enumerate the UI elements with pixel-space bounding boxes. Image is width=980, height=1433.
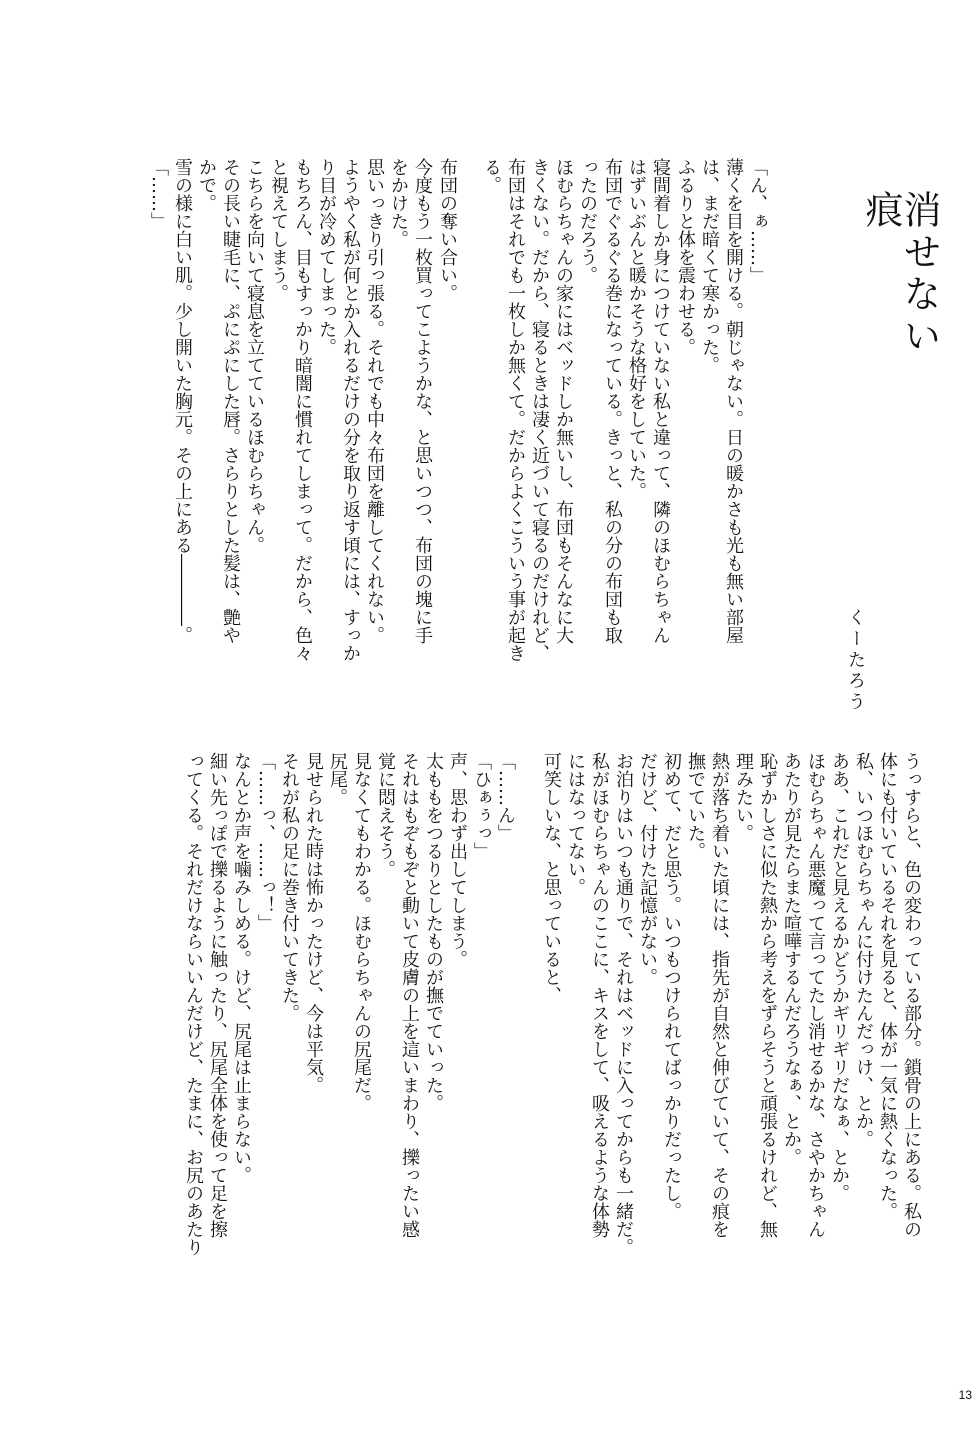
text-line: と視えてしまう。 [268, 158, 289, 302]
text-line: 見せられた時は怖かったけど、今は平気。 [303, 752, 324, 1094]
text-line: はずいぶんと暖かそうな格好をしていた。 [626, 158, 647, 500]
text-line: にはなってない。 [565, 752, 586, 896]
text-line: ようやく私が何とか入れるだけの分を取り返す頃には、すっか [340, 158, 361, 662]
text-line: こちらを向いて寝息を立てているほむらちゃん。 [244, 158, 265, 554]
text-line: きくない。だから、寝るときは凄く近づいて寝るのだけれど、 [529, 158, 550, 662]
text-line: 寝間着しか身につけていない私と違って、隣のほむらちゃん [650, 158, 671, 644]
text-line: 薄くを目を開ける。朝じゃない。日の暖かさも光も無い部屋 [723, 158, 744, 644]
text-line: ふるりと体を震わせる。 [675, 158, 696, 356]
text-line: 声、思わず出してしまう。 [447, 752, 468, 968]
text-line: る。 [481, 158, 502, 194]
text-line: 思いっきり引っ張る。それでも中々布団を離してくれない。 [364, 158, 385, 644]
text-line: 可笑しいな、と思っていると、 [541, 752, 562, 1004]
text-line: 「ひぁぅっ」 [471, 752, 492, 860]
text-line: 布団の奪い合い。 [437, 158, 458, 302]
text-line: 撫でていた。 [685, 752, 706, 860]
text-line: ったのだろう。 [577, 158, 598, 284]
text-line: 「……」 [148, 158, 169, 230]
text-line: だけど、付けた記憶がない。 [637, 752, 658, 986]
text-line: 太ももをつるりとしたものが撫でていった。 [423, 752, 444, 1112]
text-line: 恥ずかしさに似た熱から考えをずらそうと頑張るけれど、無 [757, 752, 778, 1238]
text-line: それはもぞもぞと動いて皮膚の上を這いまわり、擽ったい感 [399, 752, 420, 1238]
text-line: 熱が落ち着いた頃には、指先が自然と伸びていて、その痕を [709, 752, 730, 1238]
text-line: それが私の足に巻き付いてきた。 [279, 752, 300, 1022]
text-line: 尻尾。 [327, 752, 348, 806]
text-line: ああ、これだと見えるかどうかギリギリだなぁ、とか。 [829, 752, 850, 1202]
text-line: お泊りはいつも通りで、それはベッドに入ってからも一緒だ。 [613, 752, 634, 1256]
text-line: 今度もう一枚買ってこようかな、と思いつつ、布団の塊に手 [412, 158, 433, 644]
text-line: かで。 [196, 158, 217, 212]
text-line: 体にも付いているそれを見ると、体が一気に熱くなった。 [877, 752, 898, 1220]
text-line: 雪の様に白い肌。少し開いた胸元。その上にある――――。 [172, 158, 193, 644]
text-line: 布団でぐるぐる巻になっている。きっと、私の分の布団も取 [602, 158, 623, 644]
text-line: あたりが見たらまた喧嘩するんだろうなぁ、とか。 [781, 752, 802, 1166]
text-line: 私がほむらちゃんのここに、キスをして、吸えるような体勢 [589, 752, 610, 1238]
author-name: くーたろう [845, 608, 866, 713]
text-line: うっすらと、色の変わっている部分。鎖骨の上にある。私の [901, 752, 922, 1238]
text-line: 「ん、ぁ……」 [747, 158, 768, 284]
text-line: 理みたい。 [733, 752, 754, 842]
text-line: 「……っ、……っ！」 [255, 752, 276, 932]
text-line: り目が冷めてしまった。 [316, 158, 337, 356]
story-title: 消せない痕 [859, 190, 941, 358]
text-line: 覚に悶えそう。 [375, 752, 396, 878]
page-number: 13 [958, 1388, 972, 1402]
text-line: 「……ん」 [495, 752, 516, 842]
text-line: もちろん、目もすっかり暗闇に慣れてしまって。だから、色々 [292, 158, 313, 662]
text-line: なんとか声を噛みしめる。けど、尻尾は止まらない。 [231, 752, 252, 1184]
text-line: 初めて、だと思う。いつもつけられてばっかりだったし。 [661, 752, 682, 1220]
text-line: 細い先っぽで擽るように触ったり、尻尾全体を使って足を擦 [207, 752, 228, 1238]
text-line: ほむらちゃんの家にはベッドしか無いし、布団もそんなに大 [553, 158, 574, 644]
text-line: ほむらちゃん悪魔って言ってたし消せるかな、さやかちゃん [805, 752, 826, 1238]
text-line: 見なくてもわかる。ほむらちゃんの尻尾だ。 [351, 752, 372, 1112]
text-line: は、まだ暗くて寒かった。 [699, 158, 720, 374]
text-line: 私、いつほむらちゃんに付けたんだっけ、とか。 [853, 752, 874, 1148]
text-line: をかけた。 [388, 158, 409, 248]
text-line: ってくる。それだけならいいんだけど、たまに、お尻のあたり [183, 752, 204, 1256]
text-line: 布団はそれでも一枚しか無くて。だからよくこういう事が起き [505, 158, 526, 662]
text-line: その長い睫毛に、ぷにぷにした唇。さらりとした髪は、艶や [220, 158, 241, 644]
